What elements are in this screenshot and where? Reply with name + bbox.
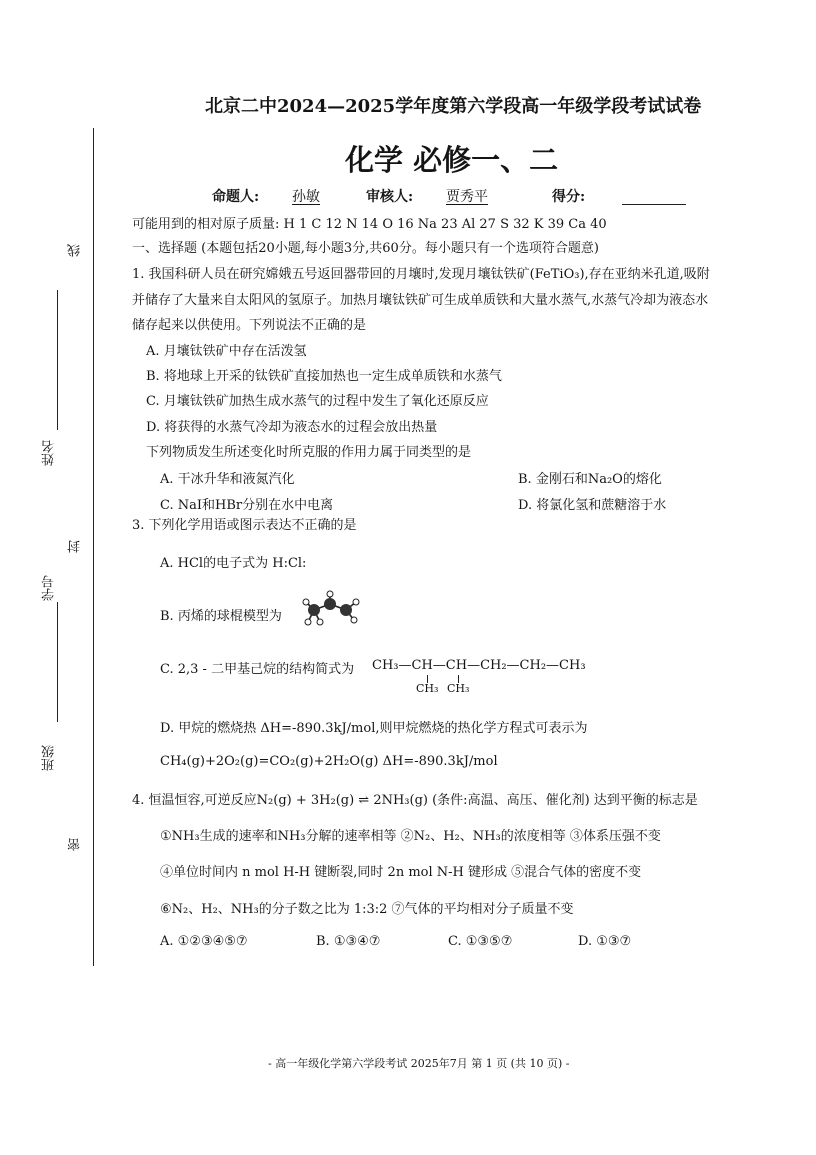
q4-option-d: D. ①③⑦ (578, 934, 632, 949)
q3-option-a: A. HCl的电子式为 H:Cl: (160, 556, 307, 571)
q3-option-b: B. 丙烯的球棍模型为 (160, 609, 282, 624)
q4-option-a: A. ①②③④⑤⑦ (160, 934, 248, 949)
q4-option-c: C. ①③⑤⑦ (448, 934, 513, 949)
q4-option-b: B. ①③④⑦ (316, 934, 381, 949)
binding-line (93, 128, 94, 966)
setter-name: 孙敏 (292, 189, 320, 205)
subject-title: 化学 必修一、二 (345, 143, 559, 177)
q4-stem: 4. 恒温恒容,可逆反应N₂(g) + 3H₂(g) ⇌ 2NH₃(g) (条件:高温、高压、催化剂) 达到平衡的标志是 (132, 793, 698, 808)
name-blank (57, 290, 58, 430)
margin-class-label: 班级 (42, 745, 57, 771)
margin-name-label: 姓名 (42, 440, 57, 466)
q2-option-d: D. 将氯化氢和蔗糖溶于水 (518, 498, 667, 513)
reviewer-label: 审核人: (366, 189, 414, 205)
page-footer: - 高一年级化学第六学段考试 2025年7月 第 1 页 (共 10 页) - (268, 1057, 570, 1070)
atomic-masses: 可能用到的相对原子质量: H 1 C 12 N 14 O 16 Na 23 Al 27 S 32 K 39 Ca 40 (132, 217, 607, 232)
margin-secret-char: 密 (68, 838, 83, 851)
q2-option-a: A. 干冰升华和液氮汽化 (160, 472, 295, 487)
q2-option-b: B. 金刚石和Na₂O的熔化 (518, 472, 662, 487)
q4-statement-line2: ④单位时间内 n mol H-H 键断裂,同时 2n mol N-H 键形成 ⑤混合气体的密度不变 (160, 865, 642, 880)
q1-option-d: D. 将获得的水蒸气冷却为液态水的过程会放出热量 (146, 420, 438, 435)
id-blank (57, 602, 58, 722)
q1-option-b: B. 将地球上开采的钛铁矿直接加热也一定生成单质铁和水蒸气 (146, 369, 502, 384)
q1-stem-line3: 储存起来以供使用。下列说法不正确的是 (132, 318, 367, 333)
propene-ball-stick-model (298, 588, 362, 634)
q3-option-d: D. 甲烷的燃烧热 ΔH=-890.3kJ/mol,则甲烷燃烧的热化学方程式可表示为 (160, 721, 588, 736)
q1-option-a: A. 月壤钛铁矿中存在活泼氢 (146, 344, 307, 359)
score-blank (622, 204, 686, 205)
q4-statement-line3: ⑥N₂、H₂、NH₃的分子数之比为 1:3:2 ⑦气体的平均相对分子质量不变 (160, 902, 574, 917)
q4-statement-line1: ①NH₃生成的速率和NH₃分解的速率相等 ②N₂、H₂、NH₃的浓度相等 ③体系压强不变 (160, 829, 661, 844)
q2-stem: 下列物质发生所述变化时所克服的作用力属于同类型的是 (146, 445, 472, 460)
q2-option-c: C. NaI和HBr分别在水中电离 (160, 498, 334, 513)
margin-id-label: 学号 (42, 575, 57, 601)
q1-stem-line1: 1. 我国科研人员在研究嫦娥五号返回器带回的月壤时,发现月壤钛铁矿(FeTiO₃),存在亚纳米孔道,吸附 (132, 267, 710, 282)
q3-option-c-prefix: C. 2,3 - 二甲基己烷的结构简式为 (160, 662, 355, 677)
section-title: 一、选择题 (本题包括20小题,每小题3分,共60分。每小题只有一个选项符合题意) (132, 241, 599, 256)
q3-option-d-equation: CH₄(g)+2O₂(g)=CO₂(g)+2H₂O(g) ΔH=-890.3kJ/mol (160, 754, 498, 769)
margin-seal-char: 封 (68, 540, 83, 553)
q1-option-c: C. 月壤钛铁矿加热生成水蒸气的过程中发生了氧化还原反应 (146, 394, 489, 409)
margin-line-char: 线 (68, 244, 83, 257)
q3-methyl-1: CH₃ (416, 682, 439, 695)
q3-stem: 3. 下列化学用语或图示表达不正确的是 (132, 518, 357, 533)
q1-stem-line2: 并储存了大量来自太阳风的氢原子。加热月壤钛铁矿可生成单质铁和大量水蒸气,水蒸气冷却为液态水 (132, 293, 709, 308)
setter-label: 命题人: (212, 189, 260, 205)
q3-option-c-formula: CH₃—CH—CH—CH₂—CH₂—CH₃ (372, 658, 586, 673)
score-label: 得分: (552, 189, 586, 205)
school-title: 北京二中2024—2025学年度第六学段高一年级学段考试试卷 (205, 96, 702, 117)
reviewer-name: 贾秀平 (446, 189, 488, 205)
q3-methyl-2: CH₃ (447, 682, 470, 695)
